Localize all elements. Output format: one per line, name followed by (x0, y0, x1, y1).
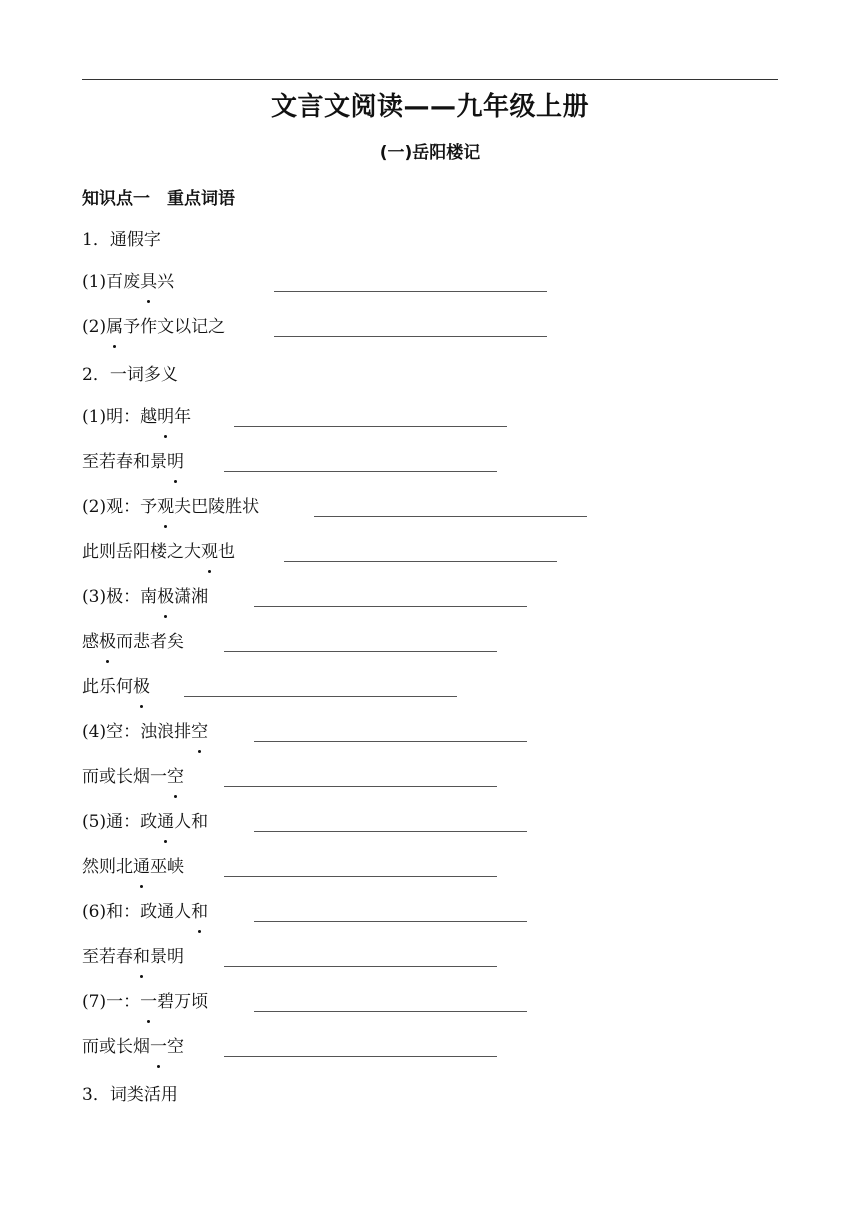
heading-yiciduoyi: 2．一词多义 (82, 365, 178, 385)
answer-blank[interactable] (254, 741, 527, 742)
question-item (82, 270, 174, 294)
answer-blank[interactable] (314, 516, 587, 517)
question-item (82, 900, 208, 924)
item-text-post: 兴 (157, 272, 175, 292)
dotted-character: 通 (133, 857, 150, 877)
item-text-post: 也 (218, 542, 235, 562)
question-item (82, 1035, 184, 1059)
item-text-post: 巫峡 (150, 857, 184, 877)
question-item (82, 675, 150, 699)
dotted-character: 观 (201, 542, 218, 562)
item-text-post: 景明 (150, 947, 184, 967)
question-item (82, 720, 208, 744)
item-text-pre: (6)和：政通人 (82, 902, 192, 922)
answer-blank[interactable] (224, 471, 497, 472)
question-item (82, 405, 191, 429)
item-text-pre: 至若春和景 (82, 452, 167, 472)
answer-blank[interactable] (254, 831, 527, 832)
answer-blank[interactable] (254, 606, 527, 607)
question-item (82, 765, 184, 789)
dotted-character: 和 (133, 947, 150, 967)
item-text-pre: (4)空：浊浪排 (82, 722, 192, 742)
page-title: 文言文阅读——九年级上册 (270, 92, 589, 122)
item-text-pre: 至若春 (82, 947, 133, 967)
item-text-pre: (5)通：政 (82, 812, 158, 832)
item-text-pre: 而或长烟一 (82, 767, 167, 787)
item-text-post: 年 (174, 407, 192, 427)
item-text-post: 碧万顷 (157, 992, 209, 1012)
answer-blank[interactable] (184, 696, 457, 697)
item-text-post: 予作文以记之 (123, 317, 226, 337)
question-item (82, 810, 208, 834)
item-text-pre: (7)一： (82, 992, 141, 1012)
section-heading: 知识点一 重点词语 (82, 189, 235, 209)
answer-blank[interactable] (254, 921, 527, 922)
dotted-character: 属 (106, 317, 124, 337)
dotted-character: 极 (157, 587, 175, 607)
item-text-pre: 感 (82, 632, 99, 652)
dotted-character: 观 (157, 497, 175, 517)
answer-blank[interactable] (224, 966, 497, 967)
question-item (82, 630, 184, 654)
dotted-character: 空 (191, 722, 209, 742)
dotted-character: 极 (133, 677, 150, 697)
item-text-pre: (1)明：越 (82, 407, 158, 427)
answer-blank[interactable] (274, 291, 547, 292)
header-rule (82, 79, 778, 80)
item-text-pre: (2)观：予 (82, 497, 158, 517)
item-text-pre: (3)极：南 (82, 587, 158, 607)
dotted-character: 和 (191, 902, 209, 922)
dotted-character: 一 (150, 1037, 167, 1057)
answer-blank[interactable] (234, 426, 507, 427)
question-item (82, 585, 208, 609)
dotted-character: 极 (99, 632, 116, 652)
item-text-post: 空 (167, 1037, 184, 1057)
item-text-pre: 此则岳阳楼之大 (82, 542, 201, 562)
item-text-post: 而悲者矣 (116, 632, 184, 652)
dotted-character: 明 (157, 407, 175, 427)
heading-tongjiazi: 1．通假字 (82, 230, 161, 250)
item-text-pre: (2) (82, 317, 107, 337)
item-text-post: 夫巴陵胜状 (174, 497, 260, 517)
dotted-character: 一 (140, 992, 158, 1012)
dotted-character: 通 (157, 812, 175, 832)
answer-blank[interactable] (224, 651, 497, 652)
dotted-character: 具 (140, 272, 158, 292)
item-text-pre: 此乐何 (82, 677, 133, 697)
dotted-character: 明 (167, 452, 184, 472)
question-item (82, 945, 184, 969)
item-text-pre: (1)百废 (82, 272, 141, 292)
question-item (82, 315, 225, 339)
question-item (82, 495, 259, 519)
answer-blank[interactable] (284, 561, 557, 562)
page-subtitle: (一)岳阳楼记 (379, 143, 481, 163)
item-text-post: 潇湘 (174, 587, 209, 607)
answer-blank[interactable] (224, 876, 497, 877)
question-item (82, 990, 208, 1014)
question-item (82, 855, 184, 879)
item-text-pre: 而或长烟 (82, 1037, 150, 1057)
answer-blank[interactable] (224, 1056, 497, 1057)
answer-blank[interactable] (254, 1011, 527, 1012)
heading-cileihuoyong: 3．词类活用 (82, 1085, 178, 1105)
answer-blank[interactable] (224, 786, 497, 787)
dotted-character: 空 (167, 767, 184, 787)
question-item (82, 450, 184, 474)
item-text-post: 人和 (174, 812, 209, 832)
item-text-pre: 然则北 (82, 857, 133, 877)
answer-blank[interactable] (274, 336, 547, 337)
question-item (82, 540, 235, 564)
